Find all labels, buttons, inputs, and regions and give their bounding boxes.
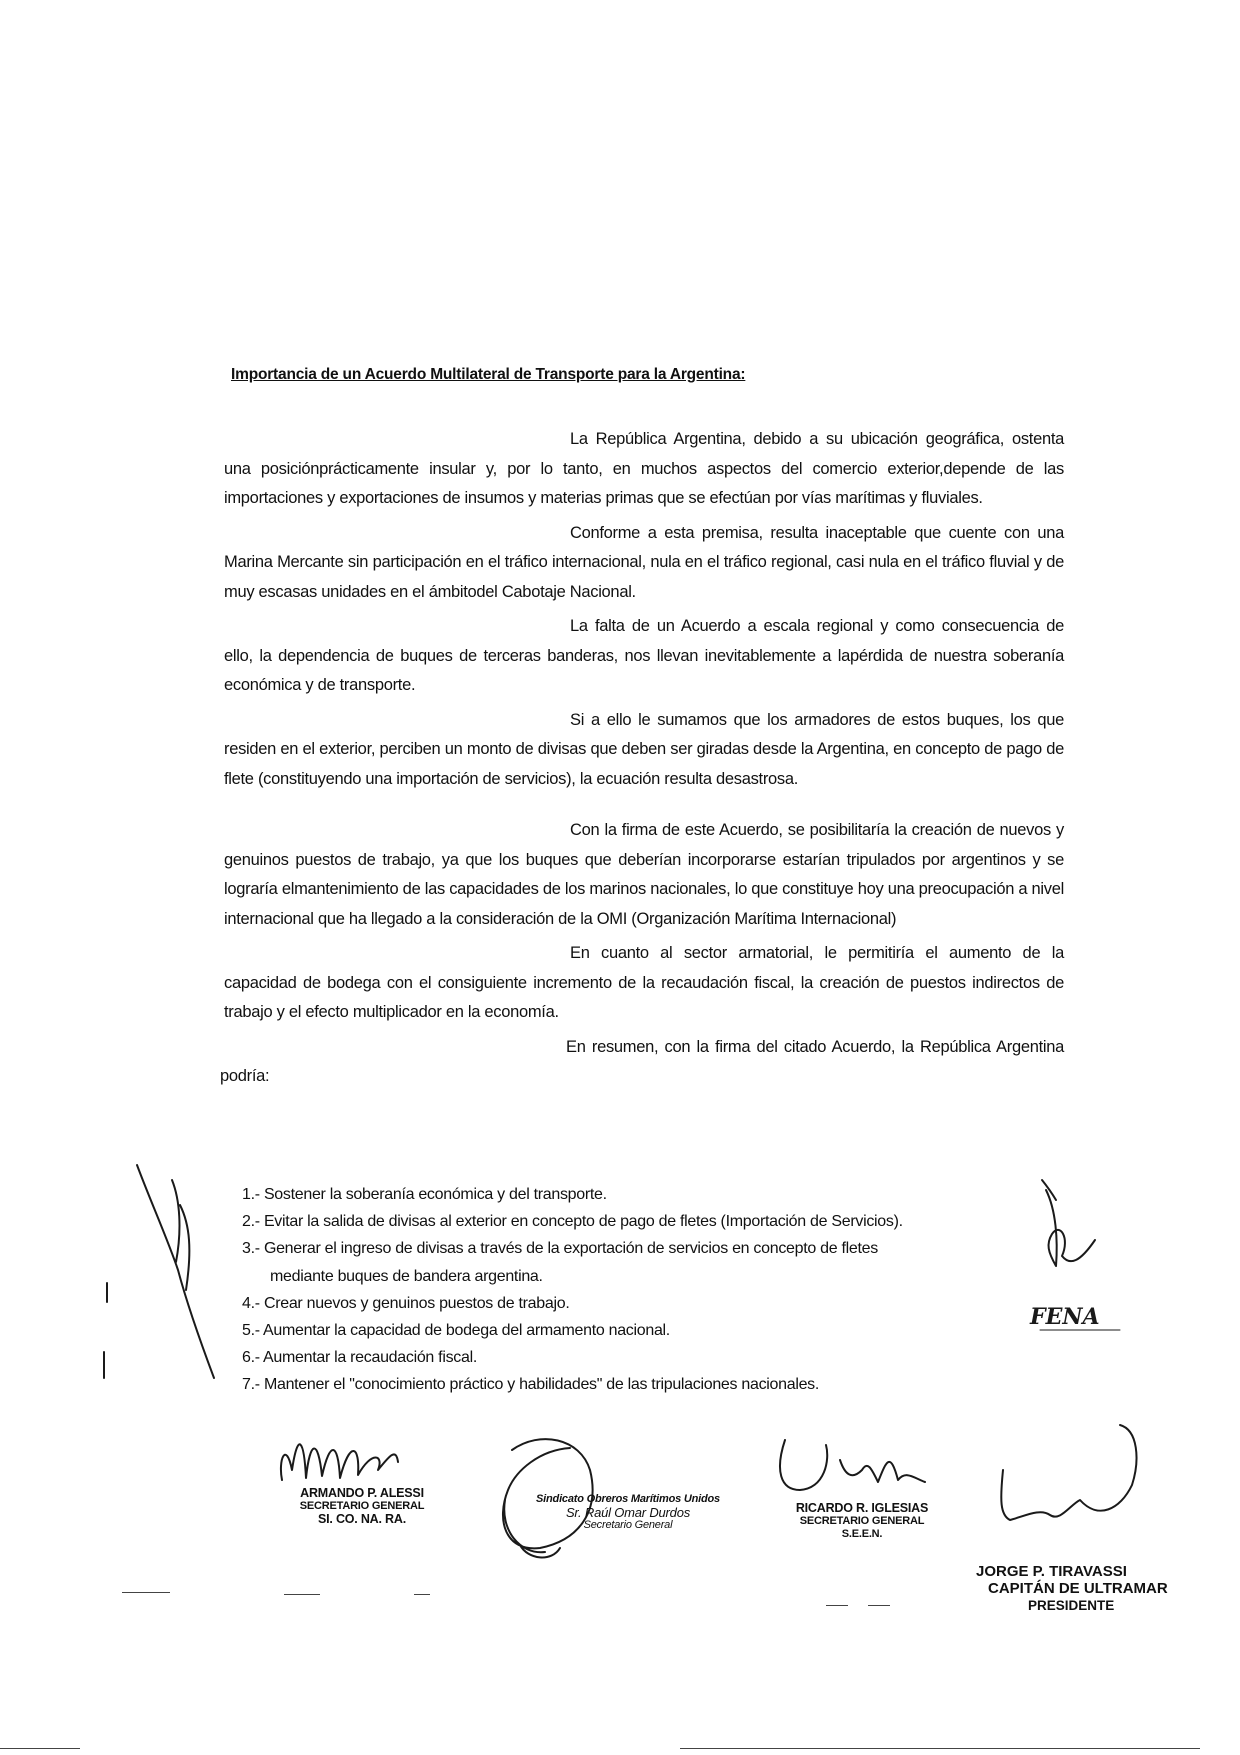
margin-tick: [104, 1283, 107, 1378]
scan-artifact: [284, 1594, 320, 1595]
signature-block-alessi: [282, 1487, 442, 1526]
paragraph-7: En resumen, con la firma del citado Acuerdo, la República Argentina podría:: [220, 1037, 1064, 1085]
scan-artifact: [414, 1594, 430, 1595]
scan-artifact: [826, 1605, 848, 1606]
signature-block-iglesias: [772, 1502, 952, 1541]
signature-block-durdos: [528, 1493, 728, 1532]
list-item: 4.- Crear nuevos y genuinos puestos de trabajo.: [242, 1294, 570, 1312]
tiravassi-signature: [1001, 1425, 1136, 1520]
durdos-org: Sindicato Obreros Marítimos Unidos: [536, 1493, 720, 1505]
alessi-name: ARMANDO P. ALESSI: [300, 1486, 424, 1500]
alessi-role: SECRETARIO GENERAL: [299, 1500, 425, 1512]
iglesias-role: SECRETARIO GENERAL: [799, 1515, 925, 1527]
paragraph-6: En cuanto al sector armatorial, le permitiría el aumento de la capacidad de bodega con el consiguiente incremento de la recaudación fiscal, la creación de puestos indirectos de trabajo y el efecto multiplicador en la economía.: [224, 944, 1064, 1021]
paragraph-1: La República Argentina, debido a su ubicación geográfica, ostenta una posiciónprácticamente insular y, por lo tanto, en muchos aspectos del comercio exterior,depende de las importaciones y exportaciones de insumos y materias primas que se efectúan por vías marítimas y fluviales.: [224, 430, 1064, 507]
list-item: 1.- Sostener la soberanía económica y del transporte.: [242, 1186, 607, 1203]
scan-artifact: [0, 1748, 80, 1749]
tiravassi-role: PRESIDENTE: [1028, 1598, 1115, 1613]
paragraph-5: Con la firma de este Acuerdo, se posibilitaría la creación de nuevos y genuinos puestos de trabajo, ya que los buques que deberían incorporarse estarían tripulados por argentinos y se lograría elmantenimiento de las capacidades de los marinos nacionales, lo que constituye hoy una preocupación a nivel internacional que ha llegado a la consideración de la OMI (Organización Marítima Internacional): [224, 821, 1064, 928]
tiravassi-name: JORGE P. TIRAVASSI: [976, 1563, 1127, 1580]
durdos-role: Secretario General: [583, 1519, 673, 1531]
paragraph-3: La falta de un Acuerdo a escala regional y como consecuencia de ello, la dependencia de buques de terceras banderas, nos llevan inevitablemente a lapérdida de nuestra soberanía económica y de transporte.: [224, 617, 1064, 694]
scan-artifact: [122, 1592, 170, 1593]
iglesias-signature: [780, 1440, 925, 1490]
fena-mark: FENA: [1030, 1304, 1100, 1330]
paragraph-2: Conforme a esta premisa, resulta inaceptable que cuente con una Marina Mercante sin participación en el tráfico internacional, nula en el tráfico regional, casi nula en el tráfico fluvial y de muy escasas unidades en el ámbitodel Cabotaje Nacional.: [224, 523, 1064, 601]
alessi-org: SI. CO. NA. RA.: [318, 1512, 406, 1526]
margin-initial-signature: [137, 1165, 214, 1378]
list-item: 6.- Aumentar la recaudación fiscal.: [242, 1349, 477, 1367]
tiravassi-title: CAPITÁN DE ULTRAMAR: [988, 1580, 1168, 1597]
durdos-name: Sr. Raúl Omar Durdos: [565, 1505, 691, 1520]
scan-artifact: [680, 1748, 1200, 1749]
paragraph-4: Si a ello le sumamos que los armadores de estos buques, los que residen en el exterior, perciben un monto de divisas que deben ser giradas desde la Argentina, en concepto de pago de flete (constituyendo una importación de servicios), la ecuación resulta desastrosa.: [224, 710, 1064, 788]
scan-artifact: [868, 1605, 890, 1606]
signature-block-tiravassi: [976, 1563, 1176, 1614]
iglesias-org: S.E.E.N.: [841, 1528, 883, 1540]
document-title: Importancia de un Acuerdo Multilateral de Transporte para la Argentina:: [231, 366, 746, 383]
list-item: 5.- Aumentar la capacidad de bodega del armamento nacional.: [242, 1322, 670, 1340]
right-initial-signature: [1042, 1180, 1095, 1266]
list-item: 3.- Generar el ingreso de divisas a través de la exportación de servicios en concepto de fletes mediante buques de bandera argentina.: [242, 1240, 878, 1285]
iglesias-name: RICARDO R. IGLESIAS: [795, 1501, 929, 1515]
list-item: 7.- Mantener el "conocimiento práctico y habilidades" de las tripulaciones nacionales.: [242, 1376, 820, 1394]
alessi-signature: [281, 1444, 398, 1480]
list-item: 2.- Evitar la salida de divisas al exterior en concepto de pago de fletes (Importación de Servicios).: [242, 1213, 903, 1231]
